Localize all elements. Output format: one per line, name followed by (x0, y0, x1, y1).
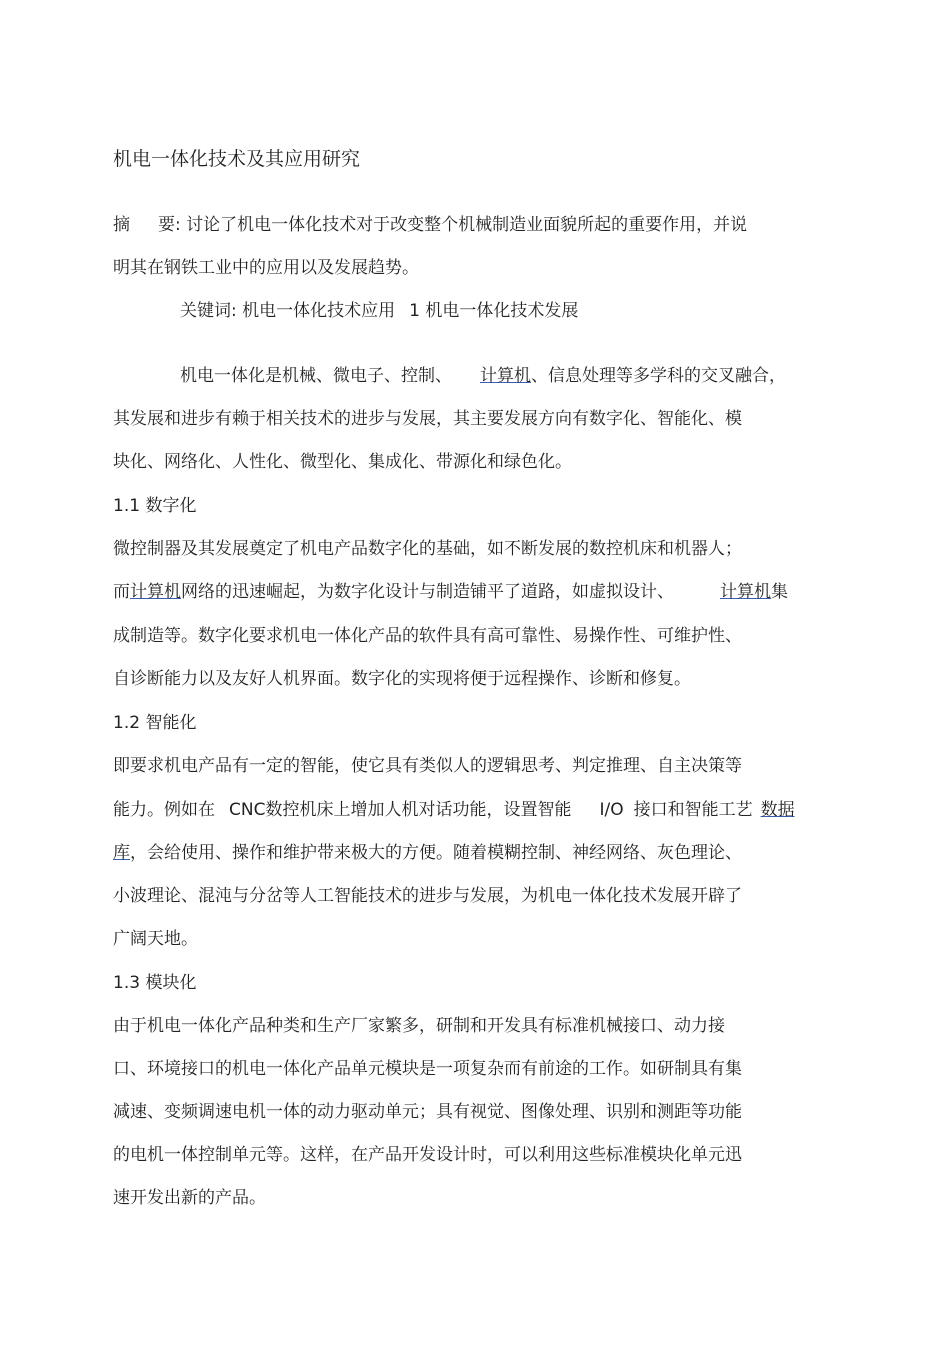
keywords-line (180, 299, 578, 323)
abstract-line-1 (113, 213, 747, 237)
s13-line-5: 速开发出新的产品。 (113, 1188, 266, 1208)
database-link[interactable]: 数据 (760, 800, 795, 820)
s11-line-1: 微控制器及其发展奠定了机电产品数字化的基础，如不断发展的数控机床和机器人； (113, 539, 742, 559)
intro-line-2: 其发展和进步有赖于相关技术的进步与发展，其主要发展方向有数字化、智能化、模 (113, 409, 742, 429)
s13-line-4: 的电机一体控制单元等。这样，在产品开发设计时，可以利用这些标准模块化单元迅 (113, 1145, 742, 1165)
abstract-line-2: 明其在钢铁工业中的应用以及发展趋势。 (113, 258, 419, 278)
s12-text: CNC (229, 800, 266, 820)
computer-link[interactable]: 计算机 (130, 582, 181, 602)
s12-text: ，会给使用、操作和维护带来极大的方便。随着模糊控制、神经网络、灰色理论、 (130, 843, 742, 863)
s12-line-5: 广阔天地。 (113, 929, 198, 949)
abstract-text: : 讨论了机电一体化技术对于改变整个机械制造业面貌所起的重要作用，并说 (175, 215, 748, 235)
intro-line-1 (180, 364, 786, 388)
s12-text: I/O (599, 800, 624, 820)
s13-line-2: 口、环境接口的机电一体化产品单元模块是一项复杂而有前途的工作。如研制具有集 (113, 1059, 742, 1079)
s12-text: 接口和智能工艺 (633, 800, 753, 820)
s11-line-2 (113, 580, 788, 604)
s12-line-3 (113, 841, 742, 865)
s12-line-1: 即要求机电产品有一定的智能，使它具有类似人的逻辑思考、判定推理、自主决策等 (113, 756, 742, 776)
computer-link[interactable]: 计算机 (480, 366, 531, 386)
s12-line-4: 小波理论、混沌与分岔等人工智能技术的进步与发展，为机电一体化技术发展开辟了 (113, 886, 742, 906)
intro-line-3: 块化、网络化、人性化、微型化、集成化、带源化和绿色化。 (113, 452, 572, 472)
s12-line-2 (113, 798, 795, 822)
section-1-2-heading: 1.2 智能化 (113, 713, 197, 733)
s11-text: 网络的迅速崛起，为数字化设计与制造铺平了道路，如虚拟设计、 (181, 582, 674, 602)
document-title: 机电一体化技术及其应用研究 (113, 148, 361, 170)
abstract-label-char-1: 摘 (113, 215, 130, 235)
abstract-label-char-2: 要 (158, 215, 175, 235)
section-1-heading: 1 机电一体化技术发展 (409, 301, 579, 321)
section-1-1-heading: 1.1 数字化 (113, 496, 197, 516)
s12-text: 数控机床上增加人机对话功能，设置智能 (265, 800, 572, 820)
s13-line-1: 由于机电一体化产品种类和生产厂家繁多，研制和开发具有标准机械接口、动力接 (113, 1016, 725, 1036)
s12-text: 能力。例如在 (113, 800, 215, 820)
intro-text: 机电一体化是机械、微电子、控制、 (180, 366, 452, 386)
s13-line-3: 减速、变频调速电机一体的动力驱动单元；具有视觉、图像处理、识别和测距等功能 (113, 1102, 742, 1122)
computer-link[interactable]: 计算机 (720, 582, 771, 602)
keywords-text: : 机电一体化技术应用 (231, 301, 396, 321)
s11-text: 而 (113, 582, 130, 602)
s11-text: 集 (771, 582, 788, 602)
s11-line-3: 成制造等。数字化要求机电一体化产品的软件具有高可靠性、易操作性、可维护性、 (113, 626, 742, 646)
database-link[interactable]: 库 (113, 843, 130, 863)
s11-line-4: 自诊断能力以及友好人机界面。数字化的实现将便于远程操作、诊断和修复。 (113, 669, 691, 689)
keywords-label: 关键词 (180, 301, 231, 321)
intro-text: 、信息处理等多学科的交叉融合， (531, 366, 786, 386)
section-1-3-heading: 1.3 模块化 (113, 973, 197, 993)
